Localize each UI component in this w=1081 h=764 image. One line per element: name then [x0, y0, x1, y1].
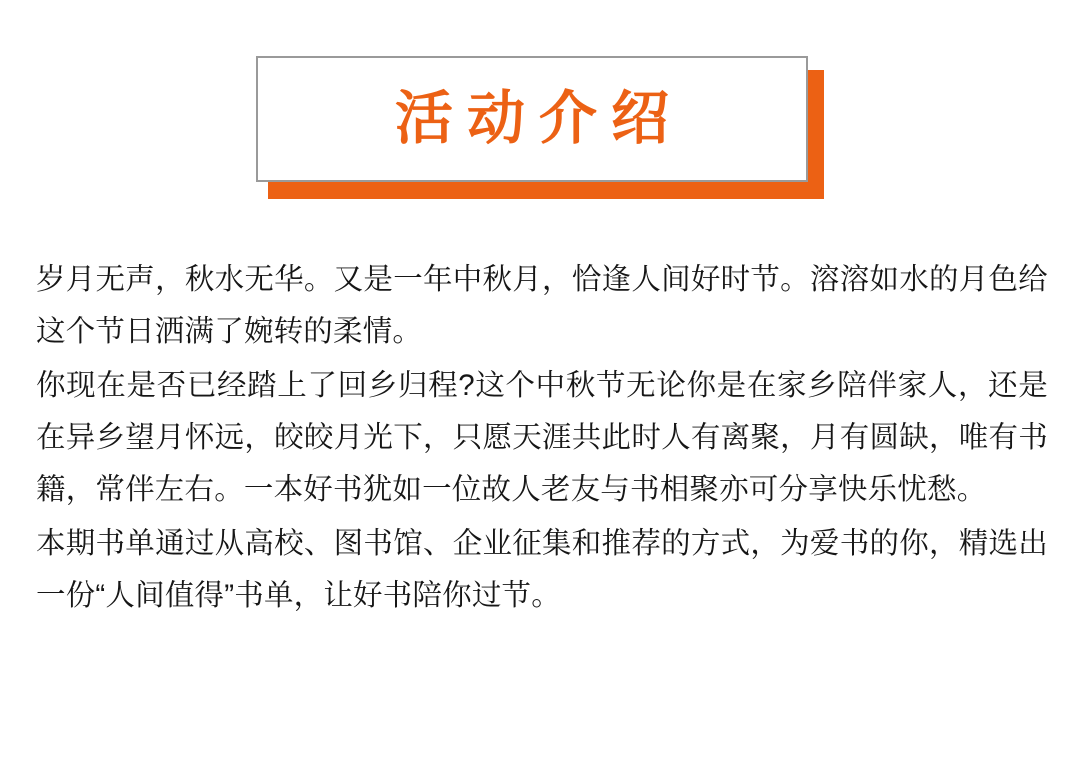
paragraph-2: 你现在是否已经踏上了回乡归程?这个中秋节无论你是在家乡陪伴家人，还是在异乡望月怀远，皎皎月光下，只愿天涯共此时人有离聚，月有圆缺，唯有书籍，常伴左右。一本好书犹如一位故人老友与书相聚亦可分享快乐忧愁。 — [36, 369, 1048, 506]
title-banner-frame — [256, 56, 808, 182]
page-title: 活动介绍 — [394, 86, 683, 151]
title-banner — [256, 56, 824, 199]
paragraph-3: 本期书单通过从高校、图书馆、企业征集和推荐的方式，为爱书的你，精选出一份“人间值得”书单，让好书陪你过节。 — [36, 527, 1048, 612]
paragraph-1: 岁月无声，秋水无华。又是一年中秋月，恰逢人间好时节。溶溶如水的月色给这个节日洒满了婉转的柔情。 — [36, 263, 1048, 348]
body-copy — [36, 254, 1048, 622]
